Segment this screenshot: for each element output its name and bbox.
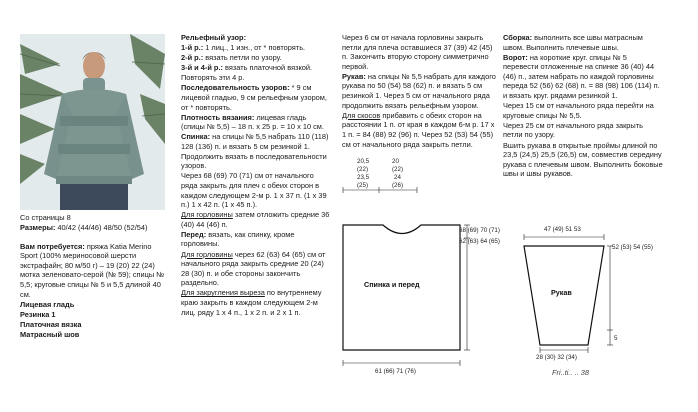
- assembly-text: выполнить все швы матрасным швом. Выполнить плечевые швы.: [503, 33, 643, 52]
- relief-row-2: [181, 53, 331, 63]
- dim-neck-2: (22): [392, 166, 404, 173]
- shoulder-paragraph: Через 6 см от начала горловины закрыть петли для плеча оставшиеся 37 (39) 42 (45) п. Закончить вторую сторону симметрично первой.: [342, 33, 493, 71]
- front-paragraph: [181, 230, 331, 249]
- relief-row-3-4: [181, 63, 331, 73]
- column-1: [20, 213, 170, 340]
- neckline-paragraph: [181, 210, 331, 229]
- dim-body-width: 61 (66) 71 (76): [375, 368, 416, 375]
- neckline-label: Для горловины: [181, 210, 233, 220]
- dim-shoulder-4: (25): [357, 182, 369, 189]
- sleeve-label: Рукав:: [342, 71, 366, 81]
- bevel-text: прибавить с обеих сторон на расстоянии 1 п. от края в каждом 6-м р. 17 х 1 п. = 84 (88) 92 (96) п. Через 52 (53) 54 (55) см от начального ряда закрыть петли.: [342, 110, 495, 149]
- dim-sleeve-length: 52 (53) 54 (55): [612, 244, 653, 251]
- back-paragraph-2: Через 68 (69) 70 (71) см от начального ряда закрыть для плеч с обеих сторон в каждом следующем 2-м р. 1 х 37 п. (1 х 39 п.) 1 х 42 п. (1 х 45 п.).: [181, 171, 327, 210]
- density-label: Плотность вязания:: [181, 112, 255, 122]
- pattern-mattress-seam: Матрасный шов: [20, 330, 80, 340]
- dim-shoulder-3: 23,5: [357, 174, 370, 181]
- front-label: Перед:: [181, 229, 207, 239]
- body-schematic: [335, 152, 505, 378]
- dim-body-length: 68 (69) 70 (71): [459, 227, 500, 234]
- assembly-paragraph: [503, 33, 663, 52]
- back-text: на спицы № 5,5 набрать 110 (118) 128 (136) п. и вязать 5 см резинкой 1. Продолжить вязать в последовательности узоров.: [181, 132, 329, 171]
- column-3: [342, 33, 497, 150]
- sequence-label: Последовательность узоров:: [181, 83, 290, 93]
- dim-neck-3: 24: [394, 174, 401, 181]
- bevel-paragraph: [342, 111, 497, 149]
- materials-paragraph: [20, 242, 170, 300]
- dim-neck-4: (26): [392, 182, 404, 189]
- pattern-rib: Резинка 1: [20, 309, 56, 319]
- row-3-4-text: вязать платочной вязкой.: [222, 63, 313, 73]
- sleeve-label: Рукав: [551, 288, 572, 297]
- page-footer: Fri..ti.. .. 38: [552, 368, 589, 377]
- sleeve-text: на спицы № 5,5 набрать для каждого рукава по 50 (54) 58 (62) п. и вязать 5 см резинкой 1. Через 5 см от начального ряда продолжить вязать рельефным узором.: [342, 71, 496, 110]
- column-2: [181, 33, 331, 318]
- relief-row-1: [181, 43, 331, 53]
- body-label: Спинка и перед: [364, 280, 420, 289]
- neckline-front-text: через 62 (63) 64 (65) см от начального ряда закрыть средние 20 (24) 28 (30) п. и обе стороны закончить раздельно.: [181, 249, 326, 288]
- sleeve-paragraph: [342, 72, 497, 110]
- model-photo: [20, 34, 165, 210]
- bevel-label: Для скосов: [342, 110, 381, 120]
- column-4: [503, 33, 663, 179]
- neckline-front-label: Для горловины: [181, 249, 233, 259]
- sizes-label: Размеры:: [20, 223, 56, 233]
- front-text: вязать, как спинку, кроме горловины.: [181, 229, 295, 249]
- pattern-garter: Платочная вязка: [20, 319, 82, 329]
- sleeve-schematic: [502, 220, 682, 370]
- density-text: лицевая гладь (спицы № 5,5) – 18 п. х 25 р. = 10 х 10 см.: [181, 112, 324, 132]
- dim-neck-1: 20: [392, 158, 399, 165]
- dim-neck-depth: 62 (63) 64 (65): [459, 238, 500, 245]
- row-1-text: 1 лиц., 1 изн., от * повторять.: [203, 43, 306, 53]
- sweater-model-illustration: [20, 34, 165, 210]
- back-paragraph: [181, 132, 331, 170]
- rounding-paragraph: [181, 288, 331, 317]
- relief-title: Рельефный узор:: [181, 33, 247, 42]
- relief-repeat: Повторять эти 4 р.: [181, 73, 245, 83]
- source-note: Со страницы 8: [20, 213, 71, 222]
- back-label: Спинка:: [181, 132, 211, 142]
- collar-paragraph: [503, 53, 663, 101]
- density-paragraph: [181, 113, 331, 132]
- finishing-paragraph: Вшить рукава в открытые проймы длиной по 23,5 (24,5) 25,5 (26,5) см, совместив середину рукава с плечевым швом. Выполнить боковые швы и швы рукавов.: [503, 140, 663, 179]
- dim-shoulder-1: 20,5: [357, 158, 370, 165]
- sizes-value: 40/42 (44/46) 48/50 (52/54): [55, 223, 148, 233]
- pattern-stockinette: Лицевая гладь: [20, 299, 75, 309]
- collar-paragraph-2: Через 15 см от начального ряда перейти на круговые спицы № 5,5.: [503, 101, 654, 120]
- collar-label: Ворот:: [503, 52, 528, 62]
- materials-label: Вам потребуется:: [20, 241, 85, 251]
- sequence-paragraph: [181, 83, 331, 112]
- dim-shoulder-2: (22): [357, 166, 369, 173]
- assembly-label: Сборка:: [503, 33, 533, 42]
- row-2-label: 2-й р.:: [181, 53, 204, 63]
- rounding-text: по внутреннему краю закрыть в каждом следующем 2-м лиц. ряду 1 х 4 п., 1 х 2 п. и 2 х 1 п.: [181, 288, 322, 317]
- row-1-label: 1-й р.:: [181, 43, 204, 53]
- neckline-text: затем отложить средние 36 (40) 44 (46) п.: [181, 210, 330, 229]
- rounding-label: Для закругления выреза: [181, 288, 265, 298]
- dim-sleeve-top: 47 (49) 51 53: [544, 226, 581, 233]
- row-2-text: вязать петли по узору.: [203, 53, 282, 63]
- neckline-front-paragraph: [181, 250, 331, 288]
- row-3-4-label: 3-й и 4-й р.:: [181, 63, 223, 73]
- dim-sleeve-cuff: 5: [614, 335, 618, 342]
- collar-paragraph-3: Через 25 см от начального ряда закрыть петли по узору.: [503, 120, 643, 140]
- materials-text: пряжа Katia Merino Sport (100% мериносовой шерсти экстрафайн; 80 м/50 г) – 19 (20) 22 (24) мотка зеленовато-серой (№ 59); спицы № 5,5; круговые спицы № 5 и 5,5 длиной 40 см.: [20, 241, 165, 299]
- collar-text: на короткие круг. спицы № 5 перевести отложенные на спинке 36 (40) 44 (46) п., затем набрать по каждой горловины переда 52 (56) 62 (68) п. = 88 (98) 106 (114) п. и вязать круг. рядами резинкой 1.: [503, 52, 660, 101]
- sequence-text: * 9 см лицевой гладью, 9 см рельефным узором, от * повторять.: [181, 83, 327, 112]
- dim-sleeve-bottom: 28 (30) 32 (34): [536, 354, 577, 361]
- sizes-line: [20, 223, 170, 233]
